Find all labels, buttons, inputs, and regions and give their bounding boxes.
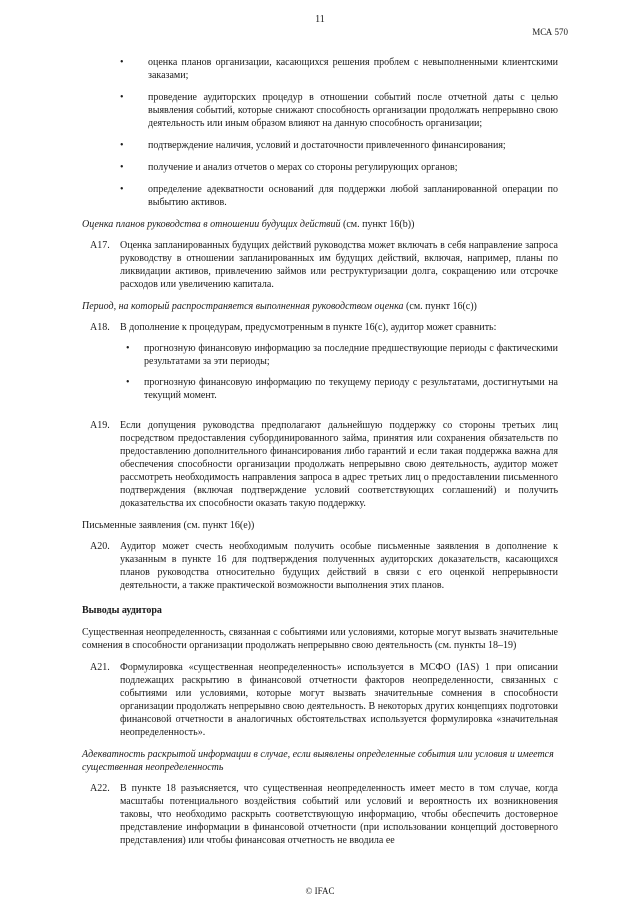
list-item: • определение адекватности оснований для поддержки любой запланированной операции по выбытию активов. — [82, 183, 558, 209]
subheading-disclosure: Адекватность раскрытой информации в случае, если выявлены определенные события или условия и имеется существенная неопределенность — [82, 749, 554, 773]
paragraph-number: A22. — [90, 783, 110, 794]
document-code: МСА 570 — [532, 27, 568, 37]
bullet-icon: • — [120, 92, 124, 103]
paragraph-text: Если допущения руководства предполагают дальнейшую поддержку со стороны третьих лиц посредством предоставления субординированного займа, принятия или сохранения обязательств по предоставлению дополнительного финансирования либо гарантий и если такая поддержка важна для обеспечения способности организации продолжать непрерывно свою деятельность, аудитор может рассмотреть необходимость направления запроса в адрес третьих лиц о предоставлении письменного подтверждения (включая подтверждение условий соответствующих соглашений) и получить доказательства их способности оказать такую поддержку. — [120, 420, 558, 509]
paragraph-text: Оценка запланированных будущих действий руководства может включать в себя направление запроса руководству в отношении запланированных им будущих действий, включая, например, планы по ликвидации активов, привлечению займов или реструктуризации долга, сокращению или отсрочке расходов или увеличению капитала. — [120, 240, 558, 290]
paragraph-a22 — [82, 782, 558, 847]
page-number: 11 — [315, 14, 325, 25]
list-item: • прогнозную финансовую информацию по текущему периоду с результатами, достигнутыми на текущий момент. — [120, 376, 558, 402]
paragraph-a19 — [82, 419, 558, 510]
section-intro: Существенная неопределенность, связанная с событиями или условиями, которые могут вызвать значительные сомнения в способности организации продолжать непрерывно свою деятельность (см. пункты 18–19) — [82, 627, 558, 651]
page-content — [82, 56, 558, 856]
nested-list — [120, 342, 558, 402]
list-item: • оценка планов организации, касающихся решения проблем с невыполненными клиентскими заказами; — [82, 56, 558, 82]
section-heading: Выводы аудитора — [82, 605, 162, 616]
paragraph-a18 — [82, 321, 558, 410]
bullet-icon: • — [120, 57, 124, 68]
list-item: • проведение аудиторских процедур в отношении событий после отчетной даты с целью выявления событий, которые снижают способность организации продолжать непрерывно свою деятельность или иным образом влияют на данную способность организации; — [82, 91, 558, 130]
paragraph-a21 — [82, 661, 558, 739]
paragraph-number: A19. — [90, 420, 110, 431]
page-footer: © IFAC — [305, 886, 335, 896]
bullet-icon: • — [120, 184, 124, 195]
top-bullet-list — [82, 56, 558, 209]
list-item: • получение и анализ отчетов о мерах со стороны регулирующих органов; — [82, 161, 558, 174]
subheading-period: Период, на который распространяется выполненная руководством оценка (см. пункт 16(c)) — [82, 301, 477, 312]
paragraph-text: Аудитор может счесть необходимым получить особые письменные заявления в дополнение к указанным в пункте 16 для подтверждения полученных аудиторских доказательств, касающихся планов руководства относительно будущих действий в связи с его оценкой непрерывности деятельности, а также практической возможности выполнения этих планов. — [120, 541, 558, 591]
paragraph-a20 — [82, 540, 558, 592]
bullet-icon: • — [120, 162, 124, 173]
bullet-icon: • — [126, 343, 130, 354]
paragraph-text: Формулировка «существенная неопределенность» используется в МСФО (IAS) 1 при описании подлежащих раскрытию в финансовой отчетности факторов неопределенности, связанных с событиями или условиями, которые могут вызвать значительные сомнения в способности организации продолжать непрерывно свою деятельность. В некоторых других концепциях подготовки финансовой отчетности в аналогичных обстоятельствах используется формулировка «значительная неопределенность». — [120, 662, 558, 738]
subheading-written-representations: Письменные заявления (см. пункт 16(e)) — [82, 520, 255, 531]
bullet-icon: • — [126, 377, 130, 388]
paragraph-number: A18. — [90, 322, 110, 333]
paragraph-number: A17. — [90, 240, 110, 251]
paragraph-a17 — [82, 239, 558, 291]
list-item: • прогнозную финансовую информацию за последние предшествующие периоды с фактическими результатами за эти периоды; — [120, 342, 558, 368]
paragraph-number: A20. — [90, 541, 110, 552]
bullet-icon: • — [120, 140, 124, 151]
paragraph-text: В дополнение к процедурам, предусмотренным в пункте 16(c), аудитор может сравнить: — [120, 322, 497, 333]
paragraph-number: A21. — [90, 662, 110, 673]
subheading-plans: Оценка планов руководства в отношении будущих действий (см. пункт 16(b)) — [82, 219, 415, 230]
list-item: • подтверждение наличия, условий и достаточности привлеченного финансирования; — [82, 139, 558, 152]
paragraph-text: В пункте 18 разъясняется, что существенная неопределенность имеет место в том случае, когда масштабы потенциального воздействия событий или условий и вероятность их возникновения таковы, что необходимо раскрыть соответствующую информацию, чтобы обеспечить достоверное представление информации в финансовой отчетности (при использовании концепций достоверного представления) или чтобы финансовая отчетность не вводила ее — [120, 783, 558, 846]
